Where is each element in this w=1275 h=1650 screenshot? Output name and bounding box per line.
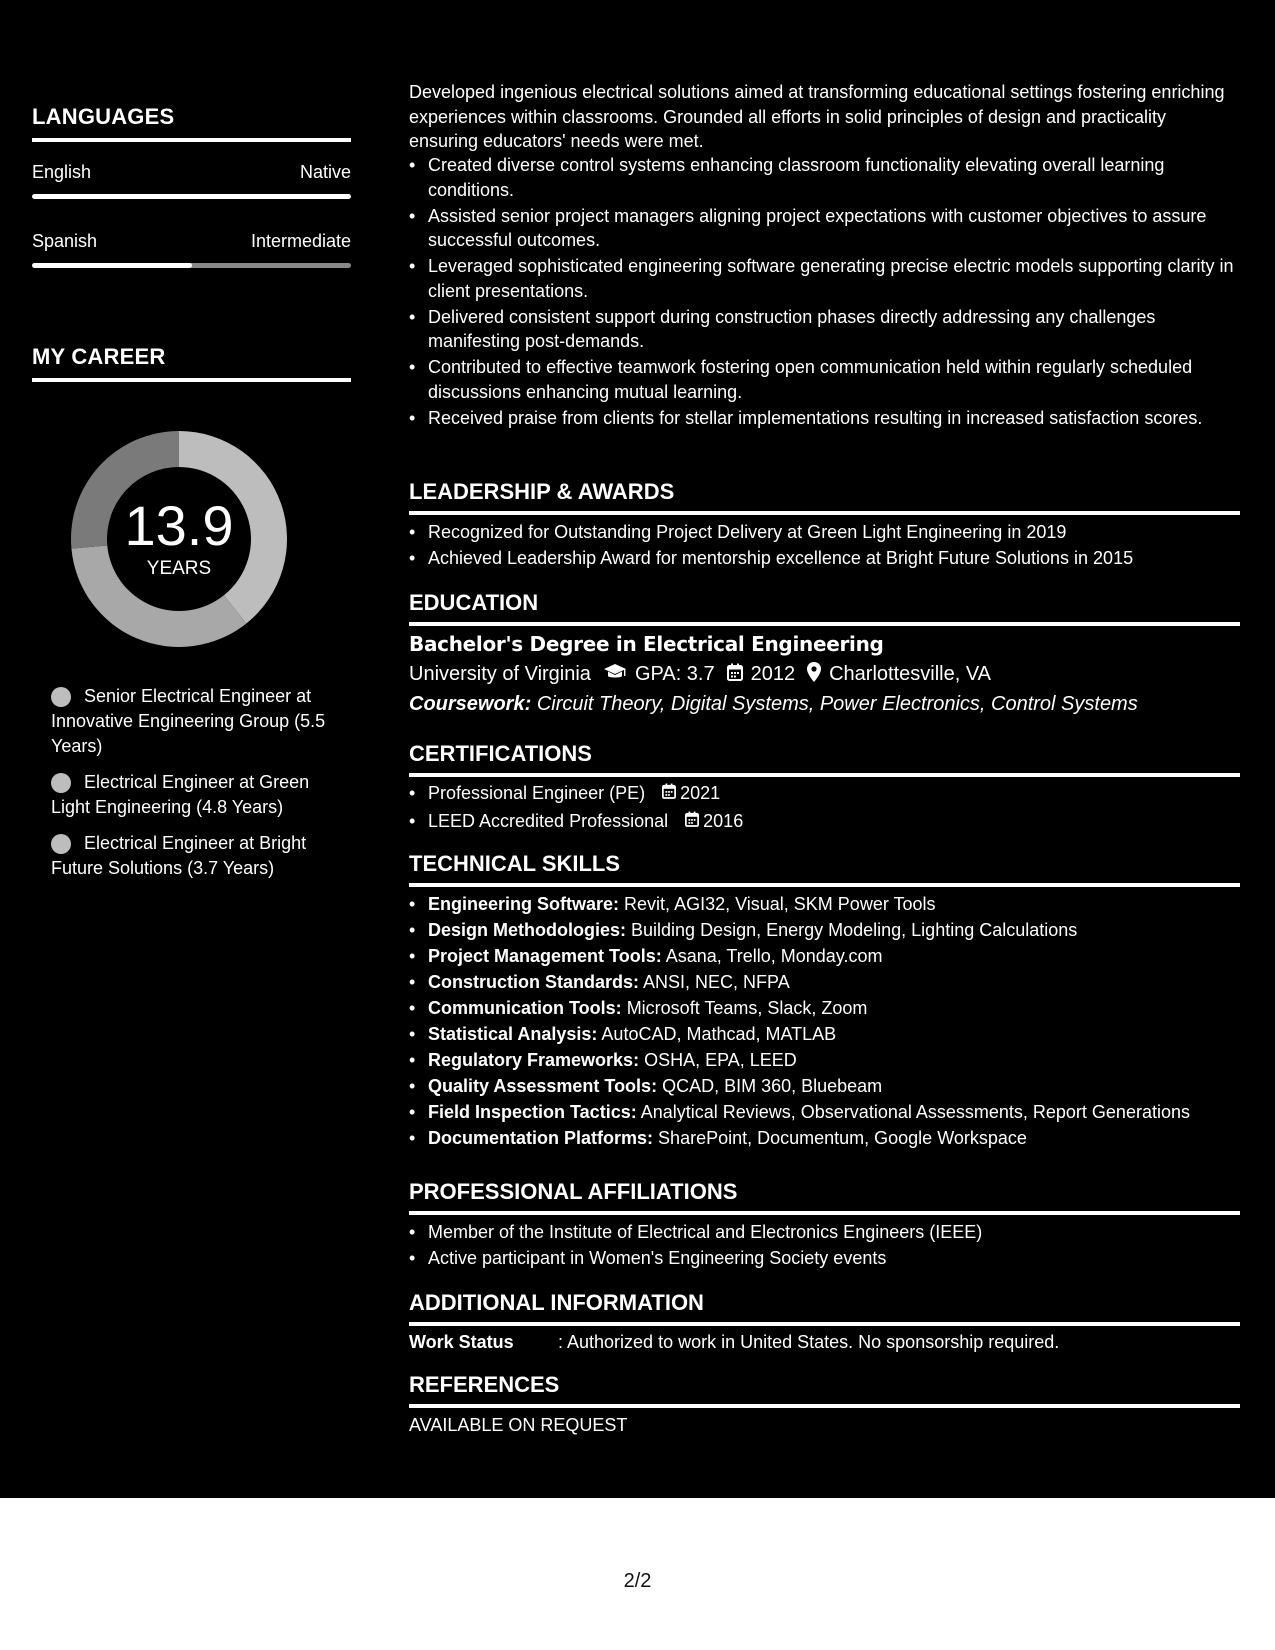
coursework-list: Circuit Theory, Digital Systems, Power Electronics, Control Systems (536, 693, 1138, 715)
skill-label: Regulatory Frameworks: (428, 1050, 640, 1070)
list-item (409, 1048, 1240, 1073)
list-item (409, 996, 1240, 1021)
language-bar-fill (32, 194, 351, 199)
work-status-value: : Authorized to work in United States. No sponsorship required. (558, 1332, 1060, 1352)
career-item (51, 770, 351, 820)
language-row-english (32, 162, 351, 186)
list-item: • Assisted senior project managers aligning project expectations with customer objectives to assure successful outcomes. (409, 204, 1240, 253)
list-item (409, 1074, 1240, 1099)
certification-name: LEED Accredited Professional (428, 811, 669, 831)
affiliations-heading: PROFESSIONAL AFFILIATIONS (409, 1179, 1240, 1215)
list-item: • Contributed to effective teamwork fostering open communication held within regularly scheduled discussions enhancing mutual learning. (409, 355, 1240, 404)
list-item (409, 1022, 1240, 1047)
career-heading: MY CAREER (32, 344, 351, 382)
location-pin-icon (807, 662, 821, 687)
languages-heading: LANGUAGES (32, 104, 351, 142)
list-item: • Created diverse control systems enhancing classroom functionality elevating overall learning conditions. (409, 153, 1240, 202)
skill-value: QCAD, BIM 360, Bluebeam (662, 1076, 883, 1096)
school-location: Charlottesville, VA (829, 663, 992, 685)
education-heading: EDUCATION (409, 590, 1240, 626)
list-item (409, 918, 1240, 943)
career-item-label: Senior Electrical Engineer at Innovative Engineering Group (5.5 Years) (51, 686, 326, 756)
skill-label: Design Methodologies: (428, 920, 626, 940)
leadership-list (409, 520, 1240, 572)
skill-value: Microsoft Teams, Slack, Zoom (626, 998, 868, 1018)
list-item (409, 781, 1240, 808)
calendar-icon (685, 811, 699, 836)
certification-name: Professional Engineer (PE) (428, 783, 646, 803)
skill-label: Documentation Platforms: (428, 1128, 654, 1148)
list-item: • Achieved Leadership Award for mentorship excellence at Bright Future Solutions in 2015 (409, 546, 1240, 571)
skill-label: Quality Assessment Tools: (428, 1076, 658, 1096)
references-text: AVAILABLE ON REQUEST (409, 1415, 628, 1435)
career-list (51, 684, 351, 892)
skill-label: Statistical Analysis: (428, 1024, 598, 1044)
list-item: • Active participant in Women's Engineering Society events (409, 1246, 1240, 1271)
coursework (409, 693, 1138, 716)
certifications-heading: CERTIFICATIONS (409, 741, 1240, 777)
page-number: 2/2 (623, 1570, 652, 1592)
certification-year: 2016 (703, 811, 744, 831)
skill-value: Building Design, Energy Modeling, Lighting Calculations (631, 920, 1078, 940)
career-dot-icon (51, 834, 71, 854)
list-item: • Member of the Institute of Electrical and Electronics Engineers (IEEE) (409, 1220, 1240, 1245)
list-item: • Received praise from clients for stellar implementations resulting in increased satisfaction scores. (409, 406, 1240, 431)
skill-value: OSHA, EPA, LEED (644, 1050, 797, 1070)
graduation-cap-icon (603, 663, 627, 686)
sidebar (0, 0, 378, 1498)
coursework-label: Coursework: (409, 693, 532, 715)
language-level: Native (299, 162, 351, 182)
skill-value: AutoCAD, Mathcad, MATLAB (601, 1024, 837, 1044)
language-bar-fill (32, 263, 192, 268)
additional-info-heading: ADDITIONAL INFORMATION (409, 1290, 1240, 1326)
list-item: • Recognized for Outstanding Project Delivery at Green Light Engineering in 2019 (409, 520, 1240, 545)
language-row-spanish (32, 231, 351, 255)
skill-value: Revit, AGI32, Visual, SKM Power Tools (624, 894, 936, 914)
certifications-list (409, 781, 1240, 837)
skill-label: Construction Standards: (428, 972, 640, 992)
skills-list (409, 892, 1240, 1152)
list-item (409, 1100, 1240, 1125)
list-item (409, 970, 1240, 995)
graduation-year: 2012 (750, 663, 796, 685)
gpa: GPA: 3.7 (634, 663, 715, 685)
education-details (409, 662, 991, 687)
skill-value: Asana, Trello, Monday.com (665, 946, 883, 966)
list-item: • Leveraged sophisticated engineering software generating precise electric models supporting clarity in client presentations. (409, 254, 1240, 303)
career-item (51, 684, 351, 759)
language-bar-english (32, 194, 351, 199)
calendar-icon (727, 663, 743, 686)
language-bar-spanish (32, 263, 351, 268)
list-item (409, 892, 1240, 917)
career-item (51, 831, 351, 881)
career-dot-icon (51, 687, 71, 707)
language-name: English (32, 162, 92, 182)
degree-title: Bachelor's Degree in Electrical Engineering (409, 632, 884, 656)
references-heading: REFERENCES (409, 1372, 1240, 1408)
career-item-label: Electrical Engineer at Green Light Engineering (4.8 Years) (51, 772, 310, 817)
career-dot-icon (51, 773, 71, 793)
language-name: Spanish (32, 231, 98, 251)
skill-label: Field Inspection Tactics: (428, 1102, 637, 1122)
calendar-icon (662, 783, 676, 808)
school-name: University of Virginia (409, 663, 591, 685)
experience-bullets (409, 153, 1240, 432)
skills-heading: TECHNICAL SKILLS (409, 851, 1240, 887)
skill-label: Engineering Software: (428, 894, 620, 914)
experience-intro: Developed ingenious electrical solutions aimed at transforming educational settings fostering enriching experiences within classrooms. Grounded all efforts in solid principles of design and practicality ensuring educators' needs were met. (409, 82, 1225, 151)
career-item-label: Electrical Engineer at Bright Future Solutions (3.7 Years) (51, 833, 307, 878)
skill-value: ANSI, NEC, NFPA (643, 972, 790, 992)
leadership-heading: LEADERSHIP & AWARDS (409, 479, 1240, 515)
affiliations-list (409, 1220, 1240, 1272)
career-total-unit: YEARS (146, 558, 212, 579)
list-item (409, 944, 1240, 969)
language-level: Intermediate (250, 231, 351, 251)
list-item: • Delivered consistent support during construction phases directly addressing any challenges manifesting post-demands. (409, 305, 1240, 354)
list-item (409, 809, 1240, 836)
skill-label: Project Management Tools: (428, 946, 662, 966)
list-item (409, 1126, 1240, 1151)
main-content (378, 0, 1275, 1498)
career-total-years: 13.9 (124, 494, 234, 557)
skill-value: SharePoint, Documentum, Google Workspace (658, 1128, 1027, 1148)
skill-value: Analytical Reviews, Observational Assessments, Report Generations (640, 1102, 1190, 1122)
work-status (409, 1332, 1059, 1353)
certification-year: 2021 (680, 783, 721, 803)
skill-label: Communication Tools: (428, 998, 622, 1018)
career-donut-chart (64, 424, 294, 654)
work-status-label: Work Status (409, 1332, 514, 1352)
